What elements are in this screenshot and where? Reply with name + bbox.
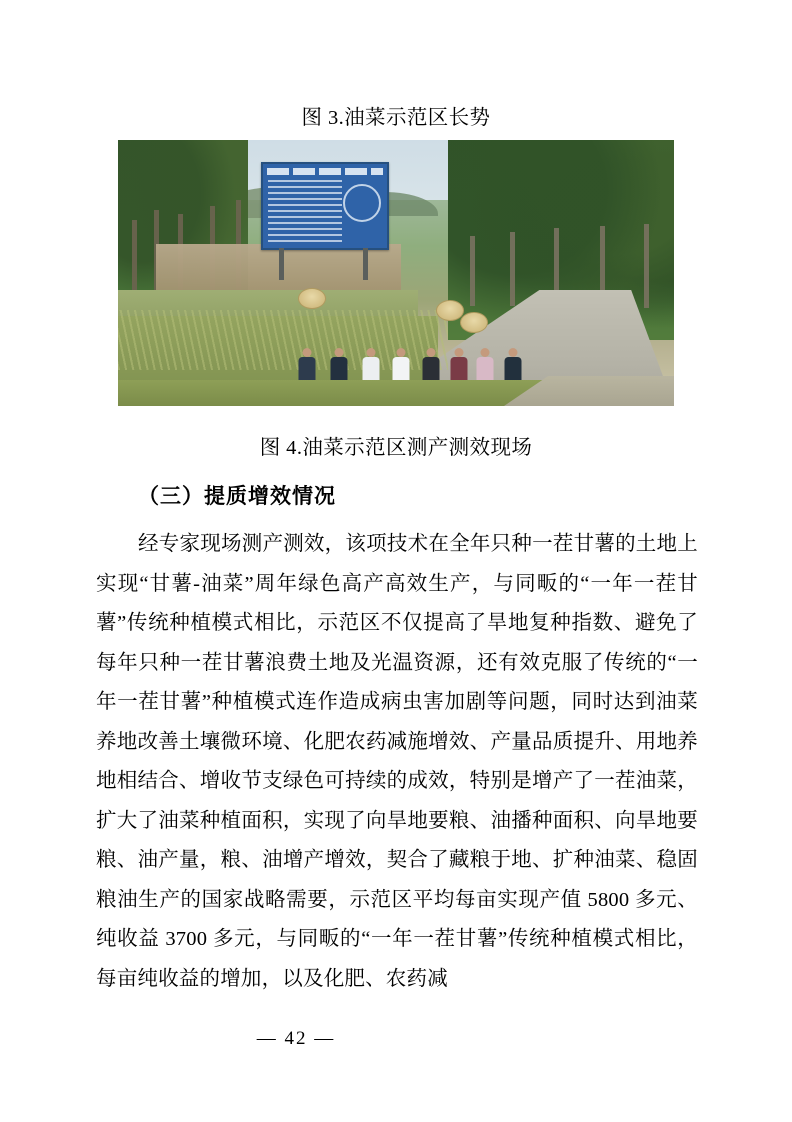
figure-4-caption: 图 4.油菜示范区测产测效现场 (259, 437, 533, 459)
signboard-logo (343, 184, 381, 222)
body-paragraph: 经专家现场测产测效，该项技术在全年只种一茬甘薯的土地上实现“甘薯-油菜”周年绿色高产高效生产，与同畈的“一年一茬甘薯”传统种植模式相比，示范区不仅提高了旱地复种指数、避免了每年只种一茬甘薯浪费土地及光温资源，还有效克服了传统的“一年一茬甘薯”种植模式连作造成病虫害加剧等问题，同时达到油菜养地改善土壤微环境、化肥农药减施增效、产量品质提升、用地养地相结合、增收节支绿色可持续的成效，特别是增产了一茬油菜，扩大了油菜种植面积，实现了向旱地要粮、油播种面积、向旱地要粮、油产量，粮、油增产增效，契合了藏粮于地、扩种油菜、稳固粮油生产的国家战略需要，示范区平均每亩实现产值 5800 多元、纯收益 3700 多元，与同畈的“一年一茬甘薯”传统种植模式相比，每亩纯收益的增加，以及化肥、农药减 (96, 533, 698, 990)
photo-canvas (118, 140, 674, 406)
person-head (455, 348, 464, 357)
person-head (335, 348, 344, 357)
page-number (0, 1028, 792, 1050)
signboard-post-left (279, 248, 284, 280)
person-head (509, 348, 518, 357)
figure-3-caption: 图 3.油菜示范区长势 (301, 107, 491, 129)
section-heading: （三）提质增效情况 (138, 484, 336, 508)
photo-straw-hat (460, 312, 488, 333)
person-head (481, 348, 490, 357)
photo-signboard (261, 162, 389, 250)
page-number-text: — 42 — (256, 1028, 336, 1049)
person-head (303, 348, 312, 357)
photo-straw-hat (298, 288, 326, 309)
person-head (427, 348, 436, 357)
signboard-title-band (267, 168, 383, 175)
photo-tree-trunk (470, 236, 475, 306)
photo-tree-trunk (510, 232, 515, 306)
figure-4-photo (118, 140, 674, 406)
photo-tree-trunk (644, 224, 649, 308)
person-head (367, 348, 376, 357)
signboard-text-lines (268, 180, 342, 243)
person-head (397, 348, 406, 357)
signboard-post-right (363, 248, 368, 280)
photo-straw-hat (436, 300, 464, 321)
